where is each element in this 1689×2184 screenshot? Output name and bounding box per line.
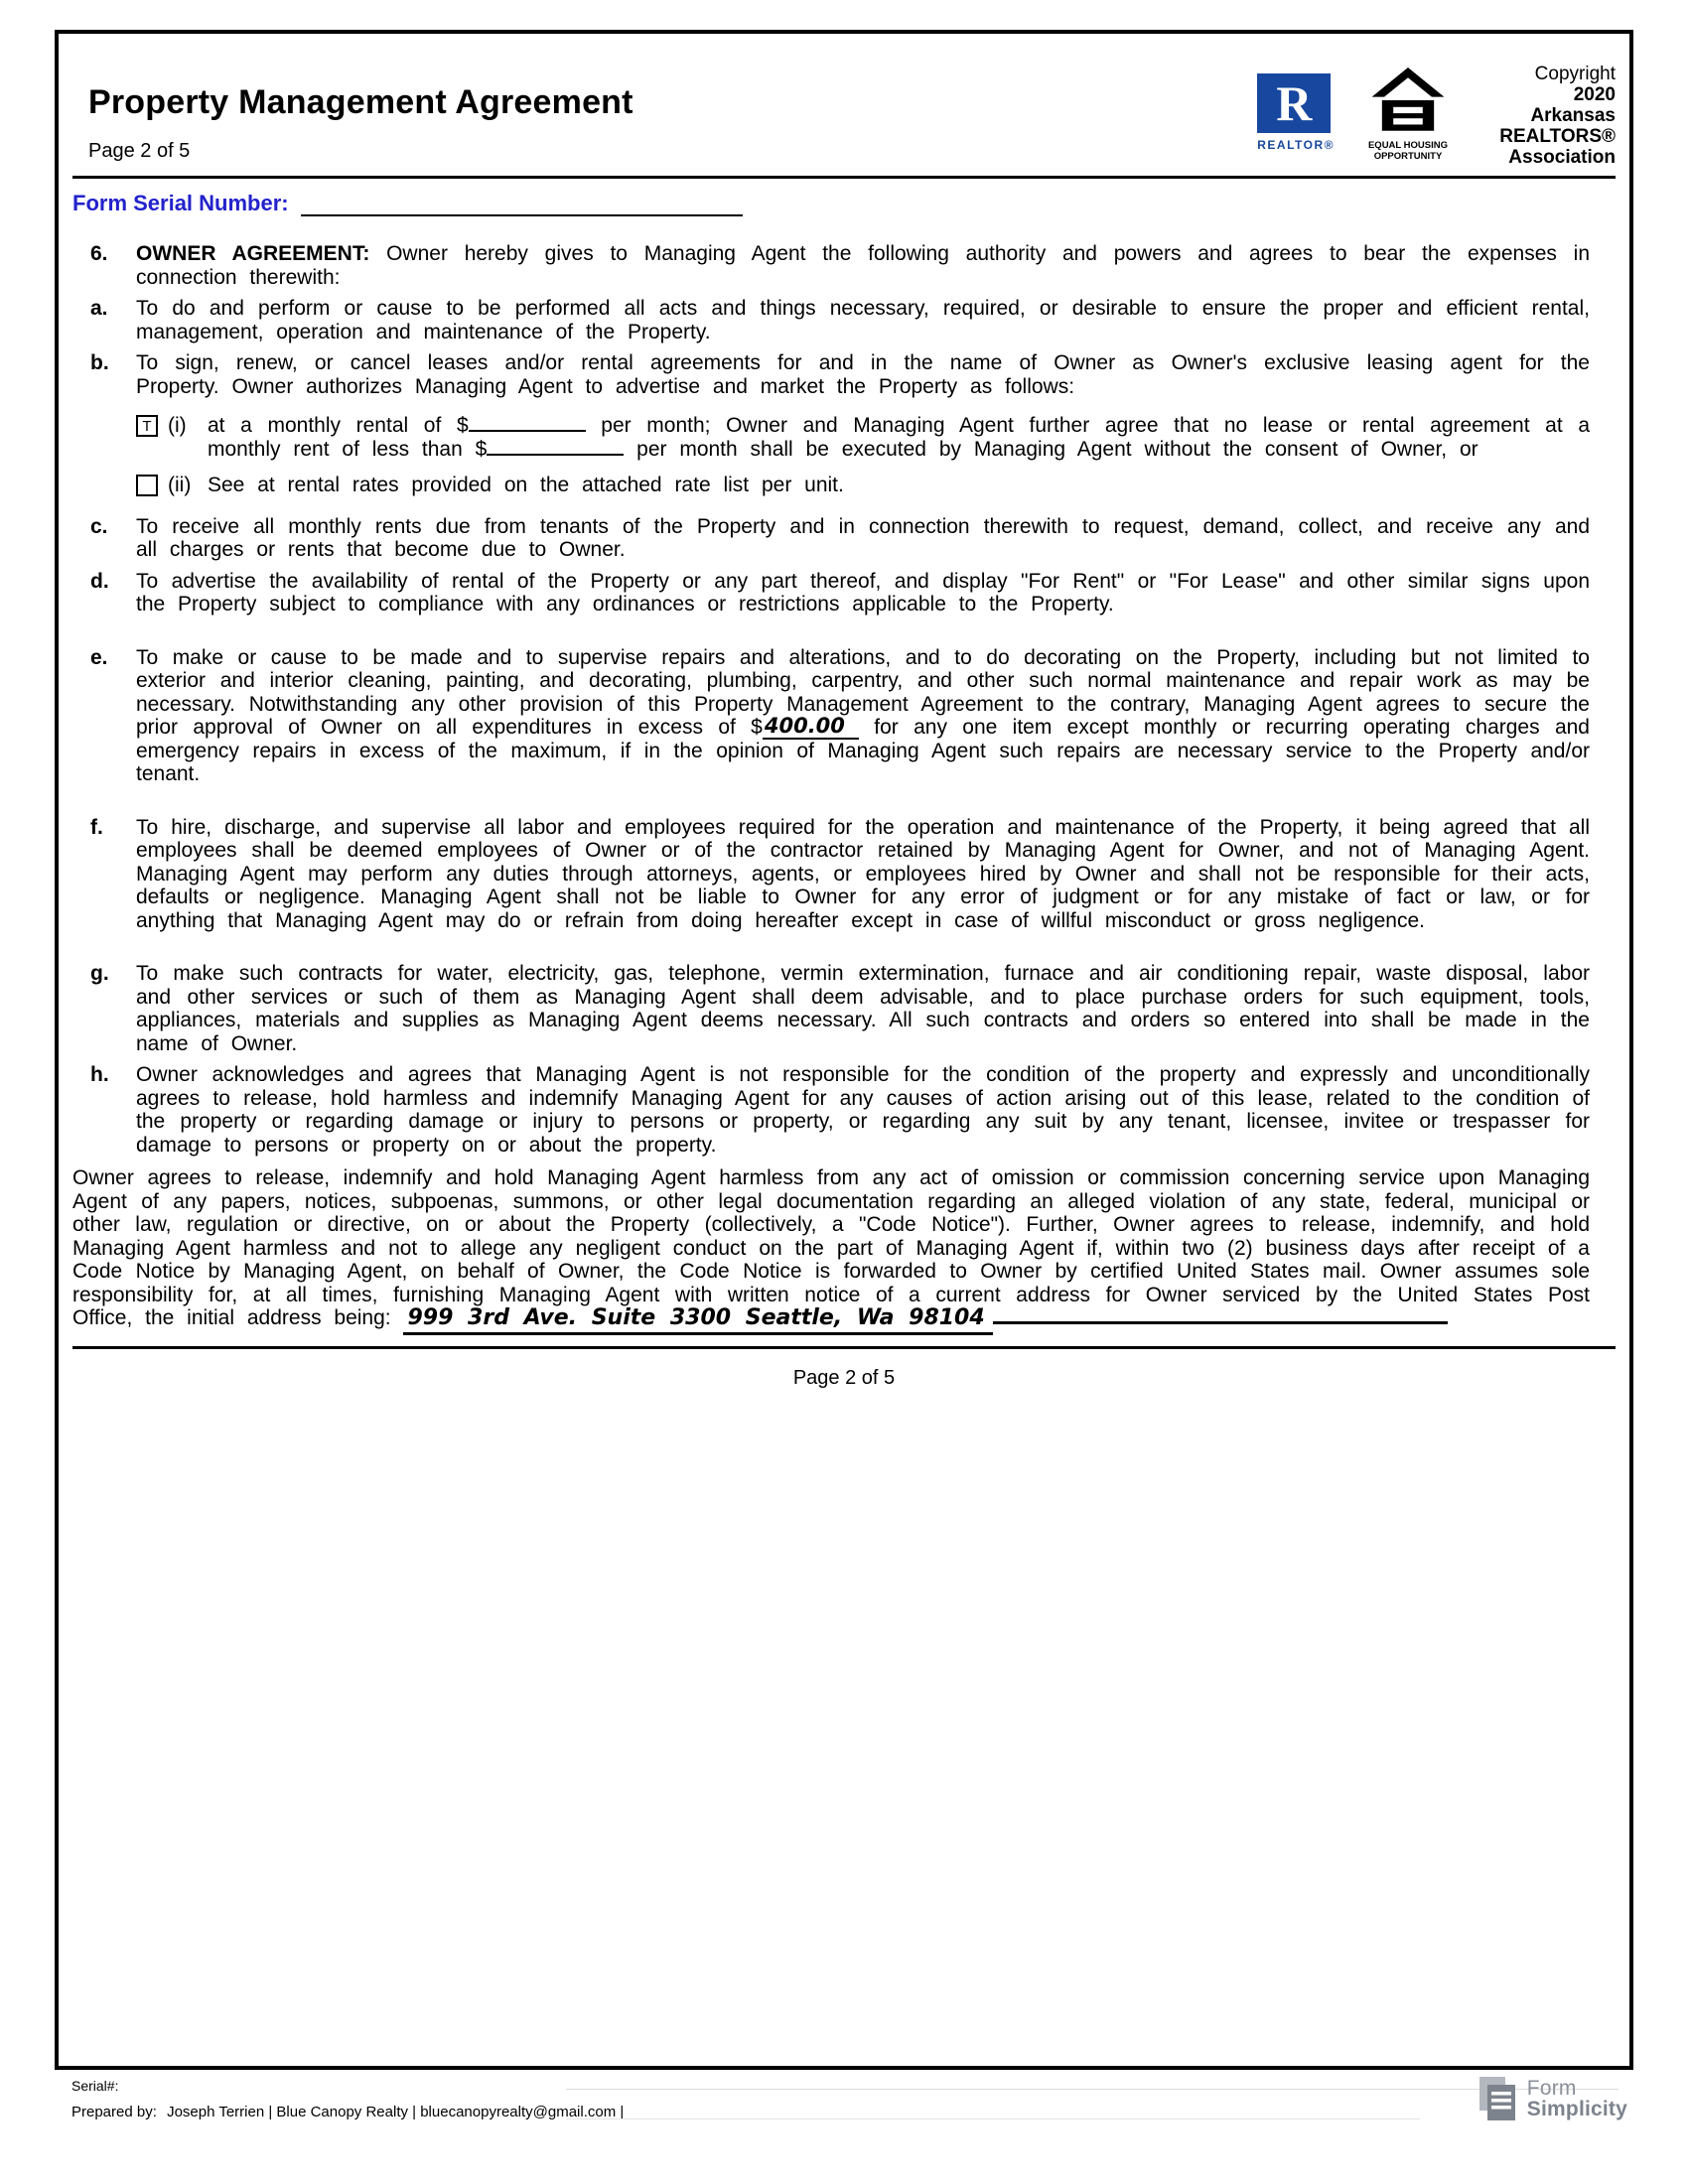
document-header [72, 34, 1616, 168]
item-a [90, 297, 1590, 343]
title-block [88, 58, 633, 163]
equal-housing-logo [1358, 68, 1458, 163]
form-simplicity-wordmark: Form Simplicity [1526, 2076, 1627, 2120]
item-d-label: d. [90, 569, 109, 593]
meta-divider [566, 2118, 1420, 2119]
page-label: Page 2 of 5 [88, 140, 191, 162]
item-g-text: To make such contracts for water, electricity, gas, telephone, vermin extermination, furnace and air conditioning repair, waste disposal, labor and other services or such of them as Managing Agent shall deem advisable, and to place purchase orders for such equipment, tools, appliances, materials and supplies as Managing Agent deems necessary. All such contracts and orders so entered into shall be made in the name of Owner. [136, 962, 1590, 1055]
item-b-label: b. [90, 351, 109, 374]
form-serial-row [72, 191, 1616, 216]
form-simplicity-icon [1477, 2075, 1518, 2122]
option-ii-text: See at rental rates provided on the attached rate list per unit. [208, 474, 844, 496]
section-number: 6. [90, 242, 108, 265]
page-frame [55, 30, 1633, 2070]
option-i-text: at a monthly rental of $ per month; Owner and Managing Agent further agree that no lease or rental agreement at a monthly rent of less than $ per month shall be executed by Managing Agent without the consent of Owner, or [208, 414, 1591, 461]
copyright-line: Arkansas [1530, 105, 1616, 126]
copyright-block [1481, 62, 1616, 168]
document-title: Property Management Agreement [88, 83, 633, 121]
item-g [90, 962, 1590, 1055]
item-f-text: To hire, discharge, and supervise all labor and employees required for the operation and maintenance of the Property, it being agreed that all employees shall be deemed employees of Owner or of the contractor retained by Managing Agent for Owner, and not of Managing Agent. Managing Agent may perform any duties through attorneys, agents, or employees hired by Owner and shall not be responsible for their acts, defaults or negligence. Managing Agent shall not be liable to Owner for any error of judgment or for any mistake of fact or law, or for anything that Managing Agent may do or refrain from doing hereafter except in case of willful misconduct or gross negligence. [136, 815, 1590, 932]
bottom-rule [72, 1346, 1616, 1349]
rental-rate-i-checkbox[interactable] [136, 415, 158, 437]
realtor-caption: REALTOR® [1257, 138, 1335, 152]
item-e [90, 646, 1590, 786]
item-d [90, 570, 1590, 616]
item-b-text: To sign, renew, or cancel leases and/or rental agreements for and in the name of Owner as Owner's exclusive leasing agent for the Property. Owner authorizes Managing Agent to advertise and market the Property as follows: [136, 351, 1590, 398]
prepared-by-row [71, 2104, 624, 2120]
realtor-logo [1257, 73, 1335, 152]
item-f-label: f. [90, 815, 103, 839]
item-h [90, 1063, 1590, 1157]
form-simplicity-logo [1477, 2075, 1627, 2122]
option-ii-label: (ii) [168, 474, 192, 496]
item-f [90, 816, 1590, 933]
expenditure-limit-value[interactable]: 400.00 [763, 714, 859, 740]
item-h-label: h. [90, 1063, 109, 1086]
header-divider [72, 176, 1616, 179]
item-c-text: To receive all monthly rents due from tenants of the Property and in connection therewith to request, demand, collect, and receive any and all charges or rents that become due to Owner. [136, 514, 1590, 561]
serial-meta-label: Serial#: [71, 2078, 119, 2094]
option-i-label: (i) [168, 414, 187, 437]
item-b [90, 351, 1590, 398]
owner-address-value[interactable]: 999 3rd Ave. Suite 3300 Seattle, Wa 98104 [403, 1305, 992, 1335]
item-d-text: To advertise the availability of rental of the Property or any part thereof, and display "For Rent" or "For Lease" and other similar signs upon the Property subject to compliance with any ordinances or restrictions applicable to the Property. [136, 569, 1590, 615]
prepared-by-value: Joseph Terrien | Blue Canopy Realty | bluecanopyrealty@gmail.com | [167, 2104, 625, 2120]
minimum-rent-blank[interactable] [487, 453, 624, 456]
closing-paragraph: Owner agrees to release, indemnify and hold Managing Agent harmless from any act of omission or commission concerning service upon Managing Agent of any papers, notices, subpoenas, summons, or other legal documentation regarding an alleged violation of any state, federal, municipal or other law, regulation or directive, on or about the Property (collectively, a "Code Notice"). Further, Owner agrees to release, indemnify, and hold Managing Agent harmless and not to allege any negligent conduct on the part of Managing Agent if, within two (2) business days after receipt of a Code Notice by Managing Agent, on behalf of Owner, the Code Notice is forwarded to Owner by certified United States mail. Owner assumes sole responsibility for, at all times, furnishing Managing Agent with written notice of a current address for Owner serviced by the United States Post Office, the initial address being: 999 3rd Ave. Suite 3300 Seattle, Wa 98104 [72, 1166, 1590, 1330]
item-b-option-i [136, 414, 1590, 461]
item-a-label: a. [90, 297, 108, 320]
section-6-heading-row [90, 242, 1590, 289]
agreement-body [72, 242, 1616, 1390]
checkbox-mark: T [142, 417, 152, 435]
section-6 [90, 242, 1590, 1157]
form-serial-blank[interactable] [301, 197, 743, 216]
item-c-label: c. [90, 514, 108, 538]
item-a-text: To do and perform or cause to be performed all acts and things necessary, required, or desirable to ensure the proper and efficient rental, management, operation and maintenance of the Property. [136, 297, 1590, 343]
logo-area [1257, 58, 1616, 168]
item-g-label: g. [90, 962, 109, 985]
item-c [90, 515, 1590, 562]
item-h-text: Owner acknowledges and agrees that Managing Agent is not responsible for the condition of the property and expressly and unconditionally agrees to release, hold harmless and indemnify Managing Agent for any causes of action arising out of this lease, related to the condition of the property or regarding damage or injury to persons or property, or regarding any suit by any tenant, licensee, invitee or trespasser for damage to persons or property on or about the property. [136, 1063, 1590, 1157]
monthly-rental-blank[interactable] [469, 429, 586, 432]
copyright-line: 2020 [1573, 84, 1616, 105]
section-heading: OWNER AGREEMENT: [136, 242, 370, 265]
document-meta [71, 2078, 624, 2120]
equal-housing-caption: EQUAL HOUSING OPPORTUNITY [1367, 140, 1449, 163]
rental-rate-ii-checkbox[interactable] [136, 475, 158, 496]
copyright-line: Copyright [1534, 64, 1616, 84]
item-e-label: e. [90, 645, 108, 669]
copyright-line: Association [1508, 147, 1616, 168]
section-intro: OWNER AGREEMENT: Owner hereby gives to Managing Agent the following authority and powers and agrees to bear the expenses in connection therewith: [136, 242, 1591, 289]
item-b-option-ii [136, 474, 1590, 497]
prepared-by-label: Prepared by: [71, 2104, 157, 2120]
page-number-footer: Page 2 of 5 [792, 1366, 896, 1389]
address-fill-line[interactable] [993, 1321, 1448, 1324]
realtor-r-icon: R [1257, 73, 1331, 133]
copyright-line: REALTORS® [1499, 126, 1616, 147]
equal-housing-icon [1364, 68, 1452, 133]
meta-divider [566, 2089, 1619, 2090]
form-serial-label: Form Serial Number: [72, 191, 289, 215]
item-e-text: To make or cause to be made and to supervise repairs and alterations, and to do decorating on the Property, including but not limited to exterior and interior cleaning, painting, and decorating, plumbing, carpentry, and other such normal maintenance and repair work as may be necessary. Notwithstanding any other provision of this Property Management Agreement to the contrary, Managing Agent agrees to secure the prior approval of Owner on all expenditures in excess of $400.00 for any one item except monthly or recurring operating charges and emergency repairs in excess of the maximum, if in the opinion of Managing Agent such repairs are necessary service to the Property and/or tenant. [136, 645, 1590, 785]
